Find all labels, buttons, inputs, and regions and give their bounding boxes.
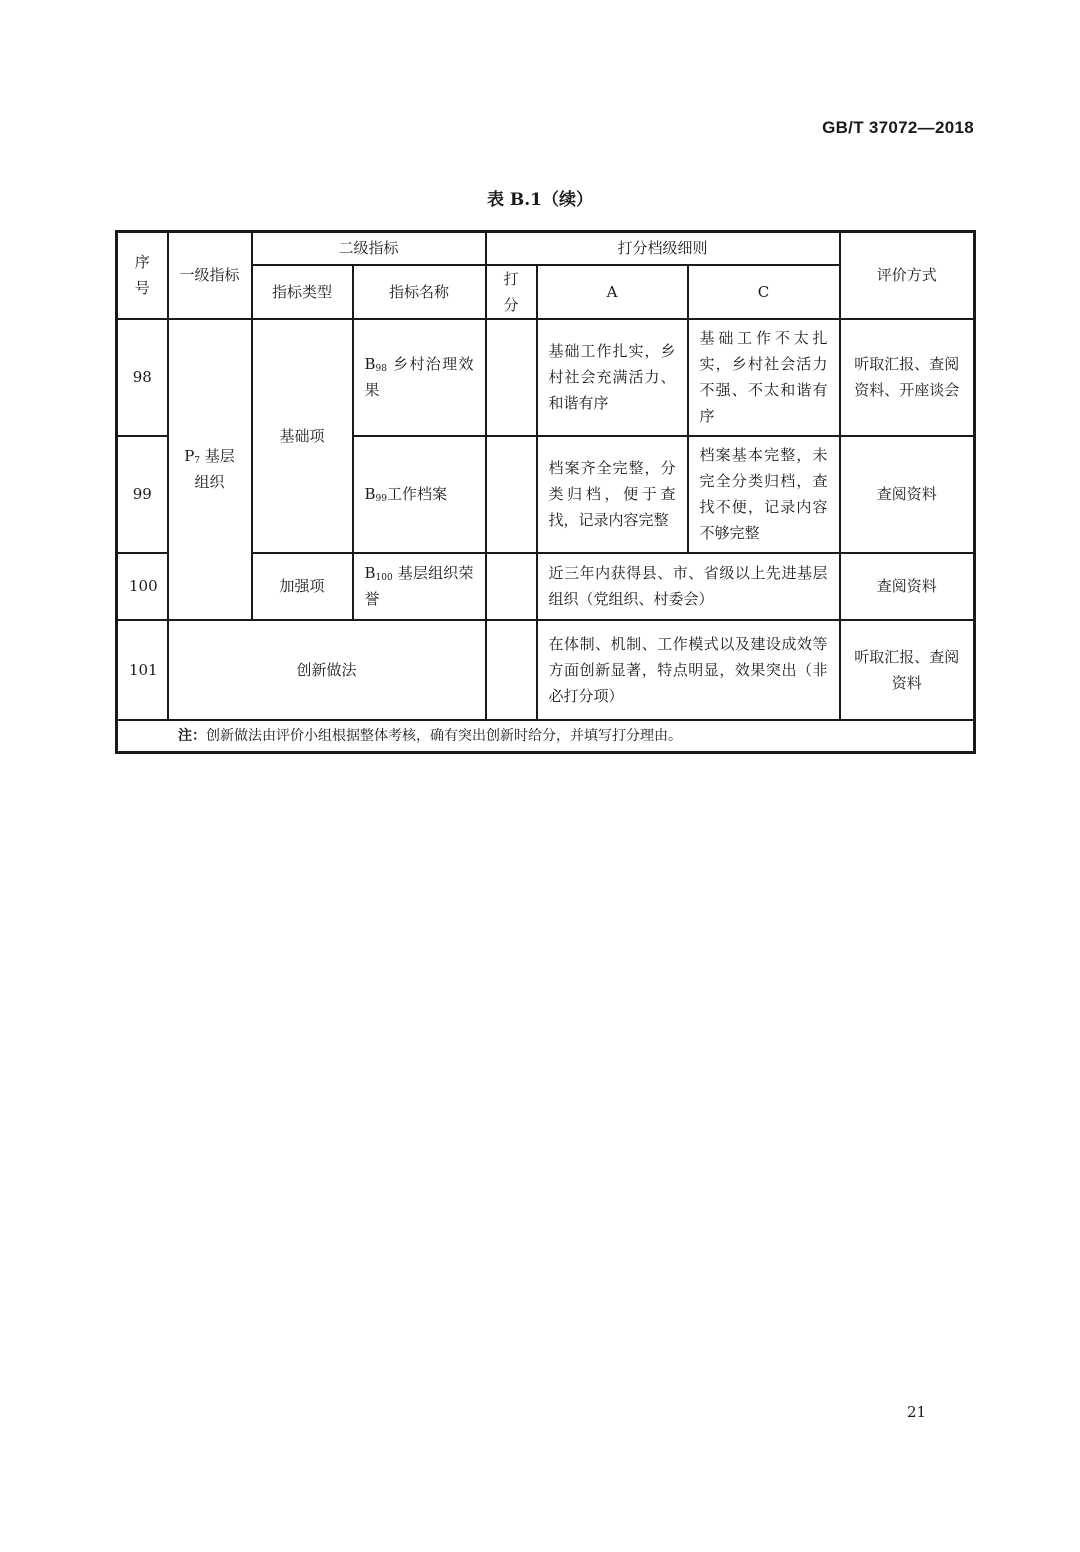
page-number: 21 <box>907 1403 927 1421</box>
standard-code: GB/T 37072—2018 <box>822 118 974 137</box>
grade-ac: 在体制、机制、工作模式以及建设成效等方面创新显著，特点明显，效果突出（非必打分项） <box>537 620 840 720</box>
grade-c: 基础工作不太扎实，乡村社会活力不强、不太和谐有序 <box>688 319 840 436</box>
indicator-name: $B_{100}$ 基层组织荣誉 <box>353 553 486 620</box>
grade-c: 档案基本完整，未完全分类归档，查找不便，记录内容不够完整 <box>688 436 840 553</box>
indicator-name: $B_{99}$工作档案 <box>353 436 486 553</box>
eval-method: 查阅资料 <box>840 436 975 553</box>
header-type: 指标类型 <box>252 265 353 319</box>
header-c: C <box>688 265 840 319</box>
row-seq: 99 <box>117 436 168 553</box>
indicator-name: $B_{98}$ 乡村治理效果 <box>353 319 486 436</box>
type-basic: 基础项 <box>252 319 353 553</box>
note-label: 注： <box>178 727 206 744</box>
header-level2: 二级指标 <box>252 232 486 265</box>
score-cell <box>486 319 537 436</box>
level1-indicator: $P_7$ 基层组织 <box>168 319 252 620</box>
header-a: A <box>537 265 688 319</box>
score-cell <box>486 553 537 620</box>
header-seq: 序号 <box>117 232 168 319</box>
grade-a: 基础工作扎实，乡村社会充满活力、和谐有序 <box>537 319 688 436</box>
eval-method: 听取汇报、查阅资料 <box>840 620 975 720</box>
score-cell <box>486 620 537 720</box>
note-row <box>117 720 975 753</box>
grade-ac: 近三年内获得县、市、省级以上先进基层组织（党组织、村委会） <box>537 553 840 620</box>
grade-a: 档案齐全完整，分类归档，便于查找，记录内容完整 <box>537 436 688 553</box>
header-level1: 一级指标 <box>168 232 252 319</box>
header-row-1 <box>117 232 975 265</box>
score-cell <box>486 436 537 553</box>
header-grading: 打分档级细则 <box>486 232 840 265</box>
header-score: 打分 <box>486 265 537 319</box>
evaluation-table <box>115 230 976 754</box>
innovation-label: 创新做法 <box>168 620 486 720</box>
eval-method: 听取汇报、查阅资料、开座谈会 <box>840 319 975 436</box>
header-name: 指标名称 <box>353 265 486 319</box>
table-row <box>117 319 975 436</box>
type-enhanced: 加强项 <box>252 553 353 620</box>
row-seq: 100 <box>117 553 168 620</box>
note-text: 创新做法由评价小组根据整体考核，确有突出创新时给分，并填写打分理由。 <box>206 727 682 744</box>
eval-method: 查阅资料 <box>840 553 975 620</box>
header-method: 评价方式 <box>840 232 975 319</box>
row-seq: 98 <box>117 319 168 436</box>
table-row <box>117 620 975 720</box>
row-seq: 101 <box>117 620 168 720</box>
table-note <box>117 720 975 753</box>
table-title: 表 B.1（续） <box>486 190 594 210</box>
